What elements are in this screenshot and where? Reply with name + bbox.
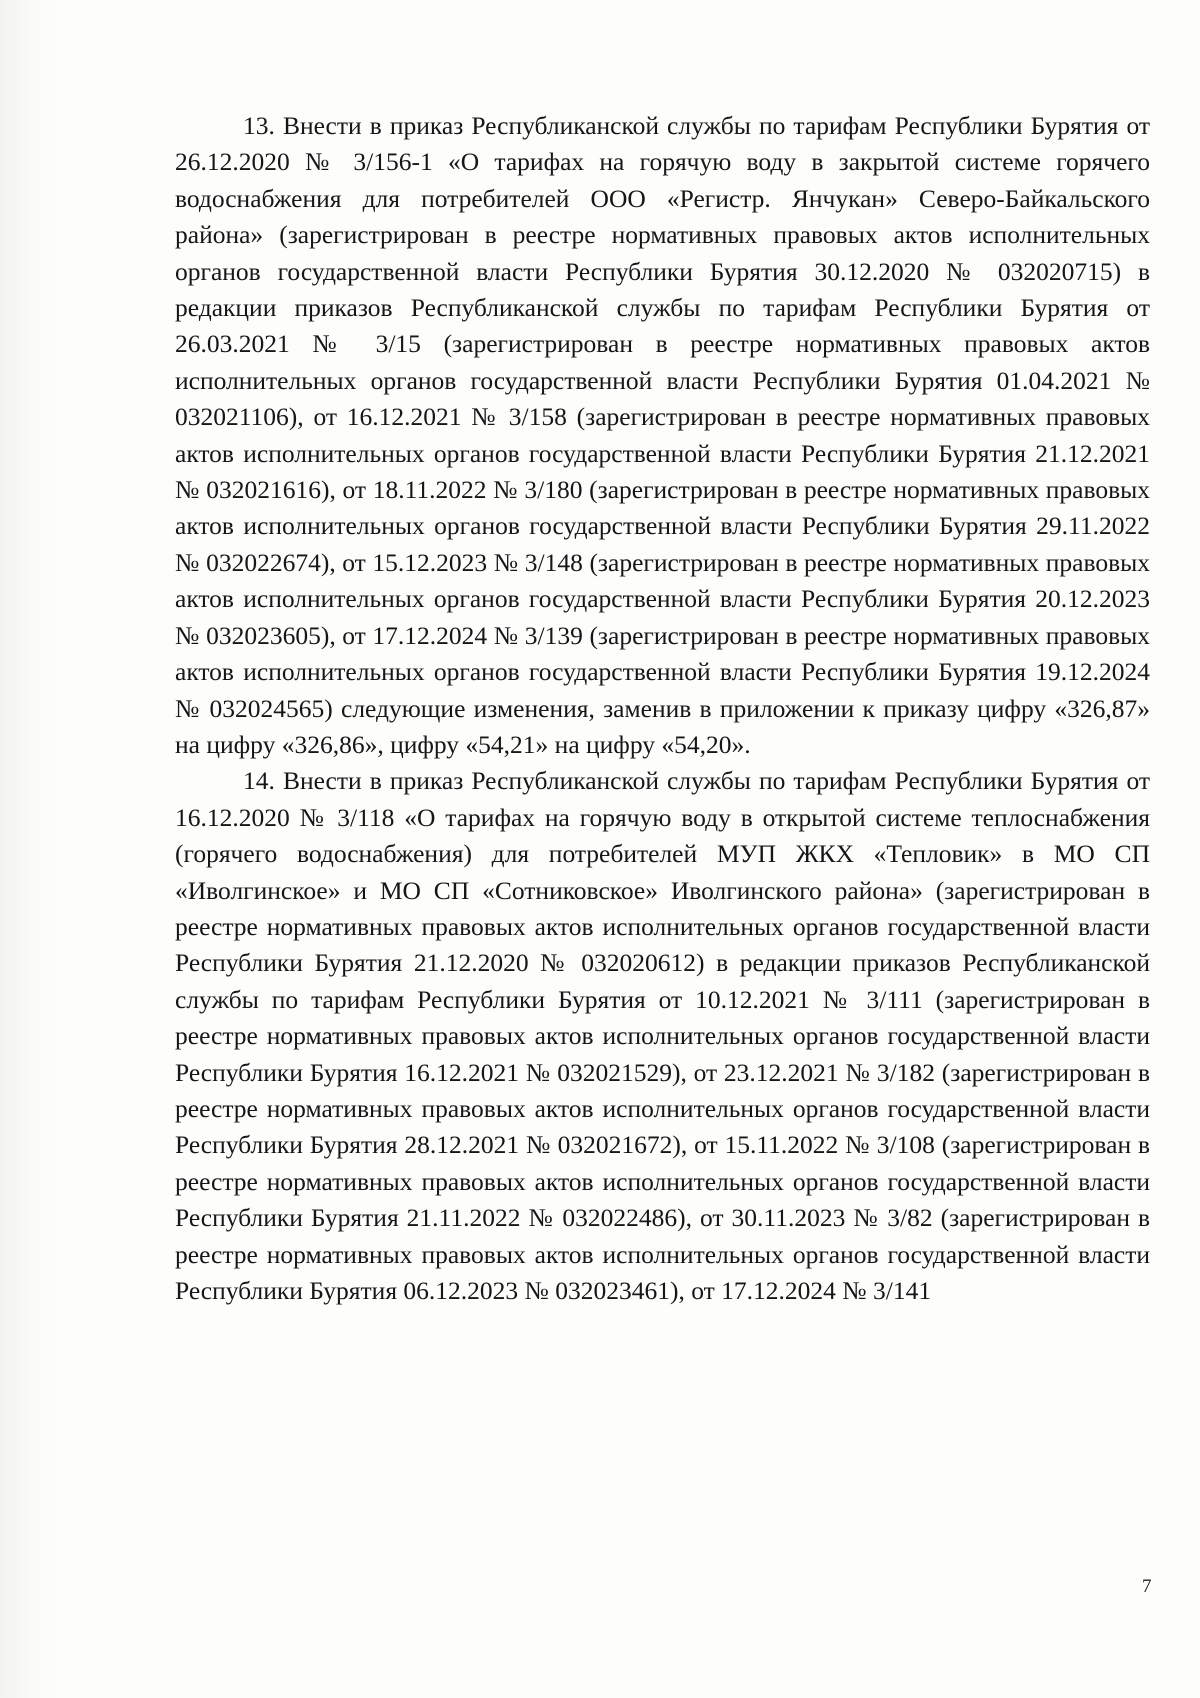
scan-shadow-edge	[0, 0, 60, 1698]
paragraph-13: 13. Внести в приказ Республиканской службы по тарифам Республики Бурятия от 26.12.2020 № 3/156-1 «О тарифах на горячую воду в закрытой системе горячего водоснабжения для потребителей ООО «Регистр. Янчукан» Северо-Байкальского района» (зарегистрирован в реестре нормативных правовых актов исполнительных органов государственной власти Республики Бурятия 30.12.2020 № 032020715) в редакции приказов Республиканской службы по тарифам Республики Бурятия от 26.03.2021 № 3/15 (зарегистрирован в реестре нормативных правовых актов исполнительных органов государственной власти Республики Бурятия 01.04.2021 № 032021106), от 16.12.2021 № 3/158 (зарегистрирован в реестре нормативных правовых актов исполнительных органов государственной власти Республики Бурятия 21.12.2021 № 032021616), от 18.11.2022 № 3/180 (зарегистрирован в реестре нормативных правовых актов исполнительных органов государственной власти Республики Бурятия 29.11.2022 № 032022674), от 15.12.2023 № 3/148 (зарегистрирован в реестре нормативных правовых актов исполнительных органов государственной власти Республики Бурятия 20.12.2023 № 032023605), от 17.12.2024 № 3/139 (зарегистрирован в реестре нормативных правовых актов исполнительных органов государственной власти Республики Бурятия 19.12.2024 № 032024565) следующие изменения, заменив в приложении к приказу цифру «326,87» на цифру «326,86», цифру «54,21» на цифру «54,20».	[175, 111, 1150, 759]
paragraph-14: 14. Внести в приказ Республиканской службы по тарифам Республики Бурятия от 16.12.2020 № 3/118 «О тарифах на горячую воду в открытой системе теплоснабжения (горячего водоснабжения) для потребителей МУП ЖКХ «Тепловик» в МО СП «Иволгинское» и МО СП «Сотниковское» Иволгинского района» (зарегистрирован в реестре нормативных правовых актов исполнительных органов государственной власти Республики Бурятия 21.12.2020 № 032020612) в редакции приказов Республиканской службы по тарифам Республики Бурятия от 10.12.2021 № 3/111 (зарегистрирован в реестре нормативных правовых актов исполнительных органов государственной власти Республики Бурятия 16.12.2021 № 032021529), от 23.12.2021 № 3/182 (зарегистрирован в реестре нормативных правовых актов исполнительных органов государственной власти Республики Бурятия 28.12.2021 № 032021672), от 15.11.2022 № 3/108 (зарегистрирован в реестре нормативных правовых актов исполнительных органов государственной власти Республики Бурятия 21.11.2022 № 032022486), от 30.11.2023 № 3/82 (зарегистрирован в реестре нормативных правовых актов исполнительных органов государственной власти Республики Бурятия 06.12.2023 № 032023461), от 17.12.2024 № 3/141	[175, 766, 1150, 1305]
document-body	[175, 108, 1150, 1309]
page-number: 7	[1142, 1576, 1152, 1597]
